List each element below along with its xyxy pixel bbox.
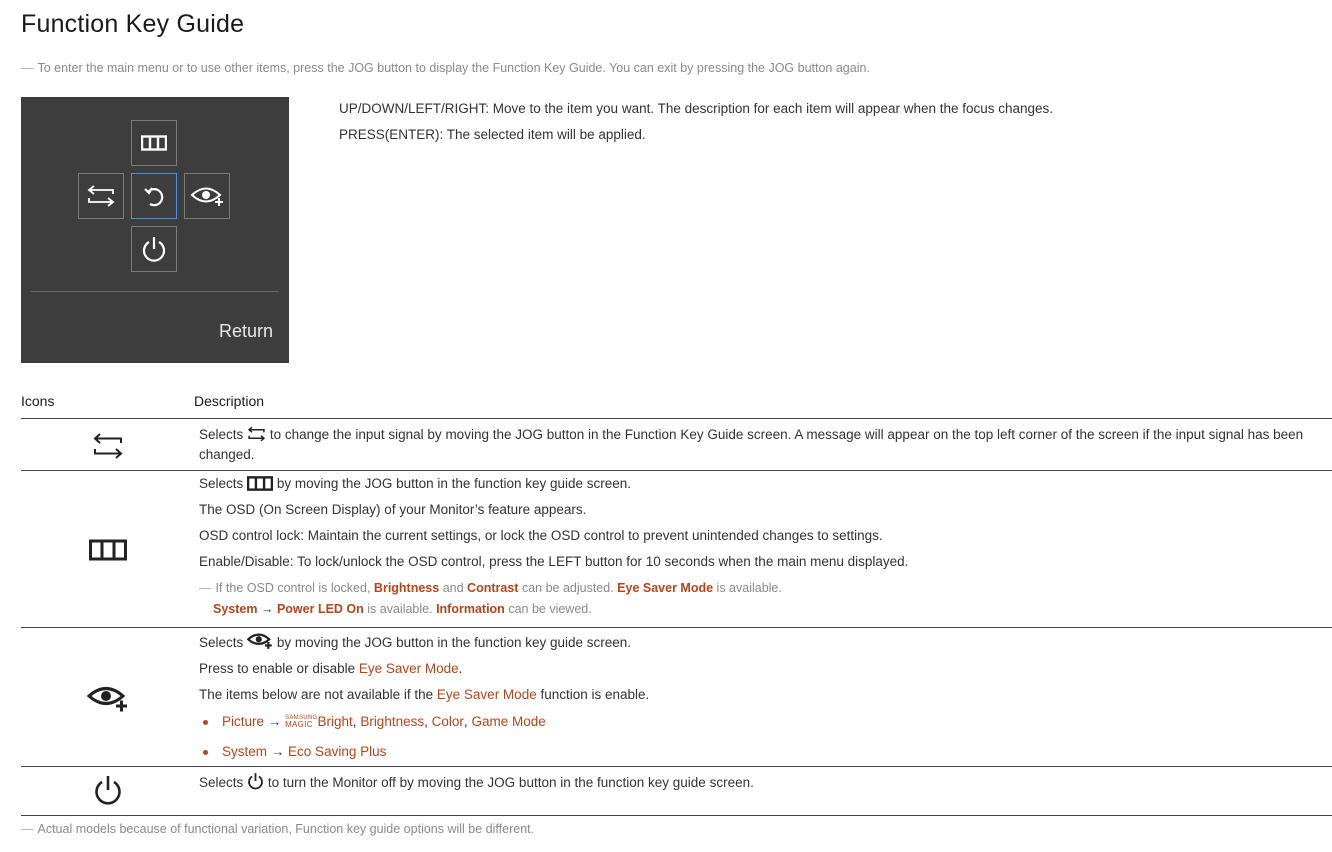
table-header xyxy=(21,393,1332,419)
menu-lock-line: OSD control lock: Maintain the current settings, or lock the OSD control to prevent unintended changes to settings. xyxy=(199,528,883,543)
power-inline-icon xyxy=(247,772,264,790)
power-icon xyxy=(141,235,167,263)
function-key-guide-preview xyxy=(21,97,289,363)
osd-divider xyxy=(31,291,279,292)
eye-saver-inline-icon xyxy=(247,631,273,650)
bottom-note xyxy=(21,822,534,836)
eye-saver-description: Selects by moving the JOG button in the function key guide screen. Press to enable or disable Eye Saver Mode. The items below are not available if the Eye Saver Mode function is enable. Picture → SAMSUNG MAGIC Bright , Brightness , Color , Game Mode System → Eco Saving Plus xyxy=(199,631,1328,771)
table-row-source xyxy=(21,420,1332,471)
source-icon xyxy=(87,184,115,208)
source-icon xyxy=(92,432,124,460)
column-description: Description xyxy=(194,393,265,409)
table-row-menu xyxy=(21,471,1332,628)
power-description: Selects to turn the Monitor off by moving the JOG button in the function key guide screen. xyxy=(199,772,1328,793)
source-description: Selects to change the input signal by moving the JOG button in the Function Key Guide screen. A message will appear on the top left corner of the screen if the input signal has been changed. xyxy=(199,427,1304,462)
note-dash: — xyxy=(21,61,34,75)
samsung-magic-logo: SAMSUNG MAGIC xyxy=(285,715,318,729)
menu-description: Selects by moving the JOG button in the function key guide screen. The OSD (On Screen Display) of your Monitor’s feature appears. OSD control lock: Maintain the current settings, or lock the OSD control to prevent unintended changes to settings. Enable/Disable: To lock/unlock the OSD control, press the LEFT button for 10 seconds when the main menu displayed. — If the OSD control is locked, Brightness and Contrast can be adjusted. Eye Saver Mode is available. System → Power LED On is available. Information can be viewed. xyxy=(199,474,1328,620)
column-icons: Icons xyxy=(21,393,55,409)
menu-lock-note: — If the OSD control is locked, Brightness and Contrast can be adjusted. Eye Saver Mode is available. System → Power LED On is available. Information can be viewed. xyxy=(199,581,782,616)
power-icon-cell xyxy=(21,767,194,813)
intro-note xyxy=(21,61,870,75)
source-icon-cell xyxy=(21,420,194,471)
menu-icon xyxy=(141,135,167,151)
power-icon xyxy=(93,774,123,806)
eye-saver-bullet-picture: Picture → SAMSUNG MAGIC Bright , Brightness , Color , Game Mode xyxy=(203,711,1328,733)
osd-menu-key[interactable] xyxy=(131,120,177,166)
table-row-eye-saver xyxy=(21,628,1332,767)
return-icon xyxy=(141,183,167,209)
menu-icon-cell xyxy=(21,471,194,628)
menu-osd-line: The OSD (On Screen Display) of your Monitor’s feature appears. xyxy=(199,502,587,517)
eye-saver-icon xyxy=(87,683,129,713)
instruction-press: PRESS(ENTER): The selected item will be applied. xyxy=(339,127,646,142)
eye-saver-bullet-system: System → Eco Saving Plus xyxy=(203,741,1328,763)
menu-enable-line: Enable/Disable: To lock/unlock the OSD control, press the LEFT button for 10 seconds when the main menu displayed. xyxy=(199,554,909,569)
osd-eye-saver-key[interactable] xyxy=(184,173,230,219)
note-dash: — xyxy=(21,822,34,836)
navigation-instructions xyxy=(339,96,1053,148)
menu-icon xyxy=(89,539,127,561)
osd-return-label: Return xyxy=(218,321,273,341)
source-inline-icon xyxy=(247,426,266,442)
osd-source-key[interactable] xyxy=(78,173,124,219)
eye-saver-icon xyxy=(190,184,224,208)
intro-note-text: To enter the main menu or to use other items, press the JOG button to display the Function Key Guide. You can exit by pressing the JOG button again. xyxy=(37,61,870,75)
table-row-power xyxy=(21,767,1332,816)
page-title: Function Key Guide xyxy=(21,10,245,38)
menu-inline-icon xyxy=(247,476,273,491)
bottom-note-text: Actual models because of functional variation, Function key guide options will be different. xyxy=(37,822,535,836)
osd-return-key[interactable] xyxy=(131,173,177,219)
osd-power-key[interactable] xyxy=(131,226,177,272)
eye-saver-icon-cell xyxy=(21,628,194,767)
instruction-move: UP/DOWN/LEFT/RIGHT: Move to the item you want. The description for each item will appear when the focus changes. xyxy=(339,101,1054,116)
